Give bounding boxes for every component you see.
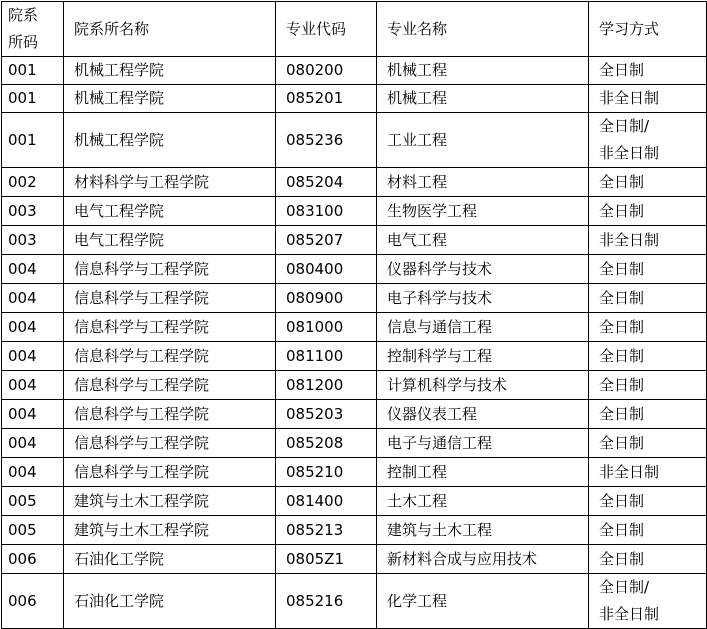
cell-text: 石油化工学院 xyxy=(74,549,165,568)
cell-major-name xyxy=(377,284,589,313)
table-row xyxy=(2,226,707,255)
cell-text: 机械工程 xyxy=(387,89,448,107)
cell-major-name xyxy=(377,113,589,168)
table-row xyxy=(2,313,707,342)
cell-text: 004 xyxy=(8,346,37,365)
cell-text: 全日制 xyxy=(599,201,645,220)
cell-major-name xyxy=(377,400,589,429)
cell-text: 081100 xyxy=(286,346,344,365)
cell-major-code xyxy=(276,342,377,371)
table-header-row xyxy=(2,2,707,57)
cell-text: 信息科学与工程学院 xyxy=(74,462,210,481)
cell-study-mode xyxy=(589,371,707,400)
cell-text: 003 xyxy=(8,201,37,220)
table-row xyxy=(2,168,707,197)
cell-dept-name xyxy=(64,57,276,85)
header-text: 所码 xyxy=(8,33,39,51)
cell-dept-code xyxy=(2,226,64,255)
cell-text: 全日制 xyxy=(599,61,645,79)
cell-text: 全日制 xyxy=(599,520,645,539)
cell-text: 生物医学工程 xyxy=(387,201,478,220)
cell-text: 非全日制 xyxy=(599,89,660,107)
cell-text: 005 xyxy=(8,491,37,510)
cell-text: 全日制 xyxy=(599,549,645,568)
cell-text: 全日制 xyxy=(599,491,645,510)
cell-study-mode xyxy=(589,487,707,516)
cell-text: 085210 xyxy=(286,462,344,481)
cell-text: 002 xyxy=(8,172,37,191)
cell-major-code xyxy=(276,429,377,458)
cell-text: 全日制 xyxy=(599,317,645,336)
cell-major-code xyxy=(276,545,377,574)
cell-text: 仪器仪表工程 xyxy=(387,404,478,423)
cell-major-name xyxy=(377,197,589,226)
cell-major-code xyxy=(276,313,377,342)
cell-major-name xyxy=(377,342,589,371)
cell-study-mode xyxy=(589,168,707,197)
header-text: 专业代码 xyxy=(286,19,347,38)
header-dept-code xyxy=(2,2,64,57)
cell-dept-code xyxy=(2,342,64,371)
cell-major-name xyxy=(377,255,589,284)
header-text: 学习方式 xyxy=(599,19,660,38)
cell-text: 控制工程 xyxy=(387,462,448,481)
header-major-name xyxy=(377,2,589,57)
cell-dept-code xyxy=(2,57,64,85)
cell-major-code xyxy=(276,113,377,168)
cell-text: 全日制/ xyxy=(599,117,650,135)
cell-dept-name xyxy=(64,429,276,458)
cell-dept-code xyxy=(2,197,64,226)
cell-text: 085236 xyxy=(286,130,344,149)
cell-dept-code xyxy=(2,255,64,284)
cell-text: 机械工程学院 xyxy=(74,61,165,79)
cell-study-mode xyxy=(589,400,707,429)
cell-text: 全日制 xyxy=(599,346,645,365)
header-text: 院系 xyxy=(8,6,39,24)
cell-text: 004 xyxy=(8,375,37,394)
cell-study-mode xyxy=(589,458,707,487)
cell-text: 非全日制 xyxy=(599,144,660,162)
cell-text: 电子与通信工程 xyxy=(387,433,493,452)
cell-major-code xyxy=(276,85,377,113)
header-major-code xyxy=(276,2,377,57)
cell-major-code xyxy=(276,487,377,516)
program-table xyxy=(1,1,707,629)
cell-text: 080900 xyxy=(286,288,344,307)
table-row xyxy=(2,458,707,487)
cell-text: 085204 xyxy=(286,172,344,191)
cell-text: 仪器科学与技术 xyxy=(387,259,493,278)
cell-dept-code xyxy=(2,168,64,197)
cell-text: 001 xyxy=(8,89,37,107)
cell-text: 信息科学与工程学院 xyxy=(74,433,210,452)
cell-text: 004 xyxy=(8,462,37,481)
cell-study-mode xyxy=(589,429,707,458)
cell-dept-code xyxy=(2,574,64,629)
cell-major-name xyxy=(377,371,589,400)
cell-major-name xyxy=(377,168,589,197)
cell-text: 机械工程学院 xyxy=(74,130,165,149)
cell-text: 非全日制 xyxy=(599,605,660,623)
cell-text: 工业工程 xyxy=(387,130,448,149)
cell-study-mode xyxy=(589,226,707,255)
cell-text: 001 xyxy=(8,130,37,149)
table-row xyxy=(2,342,707,371)
table-row xyxy=(2,57,707,85)
cell-text: 085216 xyxy=(286,591,344,610)
cell-text: 电气工程 xyxy=(387,230,448,249)
table-row xyxy=(2,400,707,429)
cell-study-mode xyxy=(589,85,707,113)
cell-dept-name xyxy=(64,284,276,313)
cell-dept-code xyxy=(2,487,64,516)
cell-text: 建筑与土木工程 xyxy=(387,520,493,539)
cell-text: 电子科学与技术 xyxy=(387,288,493,307)
table-row xyxy=(2,545,707,574)
cell-text: 004 xyxy=(8,288,37,307)
cell-text: 083100 xyxy=(286,201,344,220)
cell-text: 新材料合成与应用技术 xyxy=(387,549,538,568)
cell-major-name xyxy=(377,516,589,545)
cell-dept-name xyxy=(64,516,276,545)
cell-dept-code xyxy=(2,516,64,545)
cell-text: 085201 xyxy=(286,89,344,107)
cell-text: 080400 xyxy=(286,259,344,278)
cell-dept-code xyxy=(2,85,64,113)
cell-study-mode xyxy=(589,255,707,284)
cell-text: 非全日制 xyxy=(599,230,660,249)
cell-study-mode xyxy=(589,516,707,545)
cell-text: 全日制 xyxy=(599,375,645,394)
cell-text: 085207 xyxy=(286,230,344,249)
cell-text: 080200 xyxy=(286,61,344,79)
cell-study-mode xyxy=(589,313,707,342)
cell-dept-code xyxy=(2,400,64,429)
cell-study-mode xyxy=(589,574,707,629)
cell-major-code xyxy=(276,168,377,197)
cell-text: 004 xyxy=(8,404,37,423)
cell-text: 材料工程 xyxy=(387,172,448,191)
cell-major-name xyxy=(377,57,589,85)
cell-major-name xyxy=(377,429,589,458)
cell-major-code xyxy=(276,197,377,226)
cell-dept-name xyxy=(64,371,276,400)
cell-text: 006 xyxy=(8,549,37,568)
cell-major-code xyxy=(276,57,377,85)
table-row xyxy=(2,284,707,313)
cell-dept-name xyxy=(64,458,276,487)
cell-text: 机械工程 xyxy=(387,61,448,79)
table-row xyxy=(2,113,707,168)
cell-dept-name xyxy=(64,113,276,168)
cell-text: 全日制 xyxy=(599,288,645,307)
cell-study-mode xyxy=(589,57,707,85)
cell-major-name xyxy=(377,574,589,629)
cell-text: 建筑与土木工程学院 xyxy=(74,491,210,510)
cell-study-mode xyxy=(589,342,707,371)
cell-major-code xyxy=(276,400,377,429)
header-text: 院系所名称 xyxy=(74,19,150,38)
cell-major-name xyxy=(377,487,589,516)
cell-major-code xyxy=(276,574,377,629)
header-study-mode xyxy=(589,2,707,57)
cell-text: 0805Z1 xyxy=(286,549,344,568)
cell-text: 信息科学与工程学院 xyxy=(74,375,210,394)
cell-text: 005 xyxy=(8,520,37,539)
cell-text: 信息科学与工程学院 xyxy=(74,259,210,278)
cell-dept-code xyxy=(2,313,64,342)
cell-text: 建筑与土木工程学院 xyxy=(74,520,210,539)
cell-dept-name xyxy=(64,313,276,342)
table-row xyxy=(2,487,707,516)
cell-text: 非全日制 xyxy=(599,462,660,481)
cell-major-name xyxy=(377,458,589,487)
cell-text: 信息科学与工程学院 xyxy=(74,288,210,307)
cell-major-name xyxy=(377,313,589,342)
cell-text: 085203 xyxy=(286,404,344,423)
cell-dept-name xyxy=(64,400,276,429)
cell-dept-code xyxy=(2,284,64,313)
cell-text: 004 xyxy=(8,433,37,452)
cell-major-code xyxy=(276,516,377,545)
cell-text: 004 xyxy=(8,317,37,336)
table-row xyxy=(2,516,707,545)
cell-text: 全日制 xyxy=(599,259,645,278)
cell-major-code xyxy=(276,226,377,255)
cell-dept-name xyxy=(64,85,276,113)
cell-text: 信息与通信工程 xyxy=(387,317,493,336)
header-dept-name xyxy=(64,2,276,57)
cell-dept-name xyxy=(64,197,276,226)
cell-dept-name xyxy=(64,545,276,574)
cell-text: 全日制 xyxy=(599,433,645,452)
table-row xyxy=(2,85,707,113)
cell-major-name xyxy=(377,85,589,113)
table-row xyxy=(2,197,707,226)
cell-major-code xyxy=(276,371,377,400)
cell-text: 控制科学与工程 xyxy=(387,346,493,365)
cell-text: 信息科学与工程学院 xyxy=(74,346,210,365)
cell-text: 全日制 xyxy=(599,404,645,423)
cell-text: 石油化工学院 xyxy=(74,591,165,610)
cell-dept-name xyxy=(64,574,276,629)
cell-major-code xyxy=(276,458,377,487)
cell-text: 004 xyxy=(8,259,37,278)
cell-text: 081400 xyxy=(286,491,344,510)
cell-dept-name xyxy=(64,487,276,516)
cell-dept-code xyxy=(2,458,64,487)
cell-text: 全日制/ xyxy=(599,578,650,596)
cell-dept-code xyxy=(2,545,64,574)
cell-dept-name xyxy=(64,226,276,255)
cell-text: 土木工程 xyxy=(387,491,448,510)
cell-text: 全日制 xyxy=(599,172,645,191)
cell-text: 机械工程学院 xyxy=(74,89,165,107)
table-row xyxy=(2,429,707,458)
program-table-body xyxy=(2,2,707,629)
cell-major-code xyxy=(276,284,377,313)
cell-study-mode xyxy=(589,197,707,226)
cell-text: 081000 xyxy=(286,317,344,336)
cell-dept-name xyxy=(64,255,276,284)
cell-dept-code xyxy=(2,371,64,400)
cell-text: 材料科学与工程学院 xyxy=(74,172,210,191)
cell-text: 化学工程 xyxy=(387,591,448,610)
cell-dept-name xyxy=(64,342,276,371)
cell-text: 电气工程学院 xyxy=(74,201,165,220)
cell-text: 信息科学与工程学院 xyxy=(74,404,210,423)
cell-dept-code xyxy=(2,429,64,458)
cell-text: 085213 xyxy=(286,520,344,539)
table-row xyxy=(2,255,707,284)
cell-text: 006 xyxy=(8,591,37,610)
cell-text: 085208 xyxy=(286,433,344,452)
cell-study-mode xyxy=(589,545,707,574)
cell-study-mode xyxy=(589,113,707,168)
cell-dept-code xyxy=(2,113,64,168)
table-row xyxy=(2,574,707,629)
cell-major-code xyxy=(276,255,377,284)
cell-dept-name xyxy=(64,168,276,197)
cell-major-name xyxy=(377,545,589,574)
cell-text: 电气工程学院 xyxy=(74,230,165,249)
cell-text: 081200 xyxy=(286,375,344,394)
cell-major-name xyxy=(377,226,589,255)
cell-text: 计算机科学与技术 xyxy=(387,375,508,394)
table-row xyxy=(2,371,707,400)
cell-text: 信息科学与工程学院 xyxy=(74,317,210,336)
cell-text: 003 xyxy=(8,230,37,249)
cell-study-mode xyxy=(589,284,707,313)
header-text: 专业名称 xyxy=(387,19,448,38)
cell-text: 001 xyxy=(8,61,37,79)
